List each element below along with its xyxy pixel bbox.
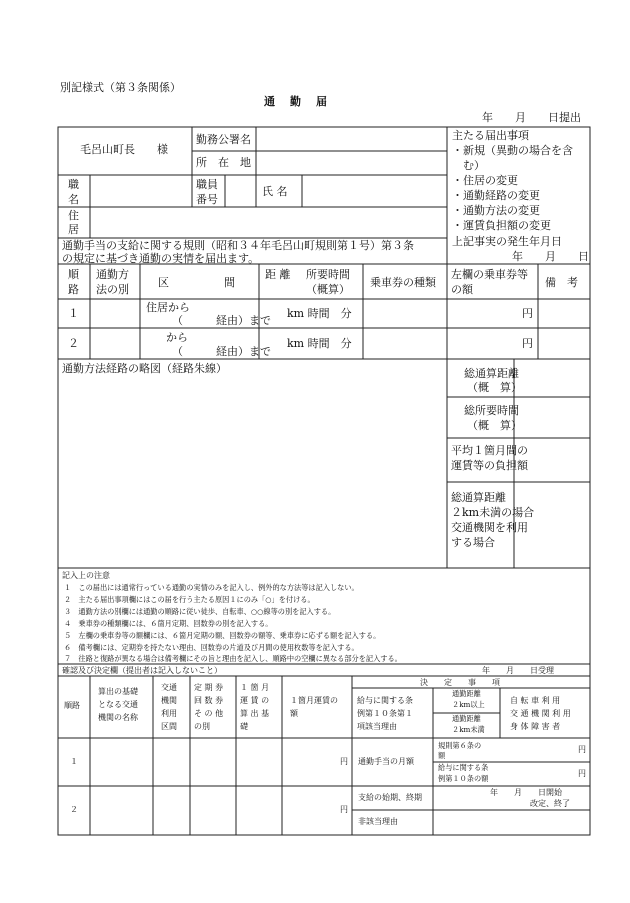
col-distance: 距 離: [265, 268, 291, 281]
reason-item[interactable]: ・新規（異動の場合を含: [452, 144, 573, 157]
start-end-label: 支給の始期、終期: [358, 793, 422, 802]
declaration-line-1: 通勤手当の支給に関する規則（昭和３４年毛呂山町規則第１号）第３条: [62, 239, 414, 252]
occurrence-date-label: 上記事実の発生年月日: [452, 235, 562, 248]
dec-col-salary: 例第１０条第１: [357, 709, 413, 718]
job-label-2: 名: [68, 193, 79, 206]
start-date[interactable]: 年 月 日開始: [490, 788, 562, 797]
salary10-label: 例第１０条の額: [438, 774, 489, 783]
col-no-1: 順: [68, 268, 79, 281]
reason-item: む）: [452, 159, 485, 172]
dec-col-ticket: 定 期 券: [194, 683, 224, 692]
row-distance-time[interactable]: km 時間 分: [287, 307, 352, 320]
dec-col-fare: １ 箇 月: [240, 683, 270, 692]
note-item: ６ 備考欄には、定期券を持たない理由、回数券の片道及び月間の使用枚数等を記入する。: [64, 643, 359, 652]
avg-fare-label-2: 運賃等の負担額: [451, 459, 528, 472]
dec-row-no: １: [70, 757, 78, 766]
job-label-1: 職: [68, 178, 79, 191]
note-item: ５ 左欄の乗車券等の額欄には、６箇月定期の額、回数券の額等、乗車券に応ずる額を記入する。: [64, 631, 381, 640]
over-2km-label: ２km以上: [452, 700, 485, 709]
monthly-allowance-label: 通勤手当の月額: [358, 757, 414, 766]
row-yen: 円: [522, 307, 533, 320]
reason-item[interactable]: ・通勤経路の変更: [452, 189, 540, 202]
dec-col-basis: 算出の基礎: [98, 687, 138, 696]
dec-row-yen: 円: [340, 757, 348, 766]
col-note: 備 考: [545, 276, 578, 289]
decision-heading: 確認及び決定欄（提出者は記入しないこと）: [62, 666, 222, 675]
notes-heading: 記入上の注意: [62, 571, 110, 580]
dec-row-no: ２: [70, 805, 78, 814]
salary10-label: 給与に関する条: [438, 763, 489, 772]
dec-col-no: 順路: [64, 701, 80, 710]
occurrence-date-value[interactable]: 年 月 日: [512, 250, 589, 263]
form-title: 通 勤 届: [264, 95, 329, 108]
map-label: 通勤方法経路の略図（経路朱線）: [62, 362, 227, 375]
disabled-label: 身 体 障 害 者: [510, 722, 561, 731]
over-2km-label: 通勤距離: [452, 689, 481, 698]
dec-col-salary: 項該当理由: [357, 722, 397, 731]
revised-ended: 改定、終了: [530, 799, 570, 808]
reason-item[interactable]: ・運賃負担額の変更: [452, 219, 551, 232]
disabled-label: 交 通 機 関 利 用: [510, 709, 571, 718]
salary10-yen: 円: [578, 769, 586, 778]
name-label: 氏 名: [262, 185, 288, 198]
row-no: １: [68, 307, 79, 320]
short-distance-label-3: 交通機関を利用: [451, 521, 528, 534]
home-label-2: 居: [68, 223, 79, 236]
col-ticket: 乗車券の種類: [370, 276, 436, 289]
note-item: ７ 往路と復路が異なる場合は備考欄にその旨と理由を記入し、順路中の空欄に異なる部分を記入する。: [64, 654, 402, 663]
not-applicable-field[interactable]: [435, 812, 588, 833]
dec-col-ticket: 回 数 券: [194, 696, 224, 705]
total-time-label-2: （概 算）: [467, 419, 522, 432]
addressee: 毛呂山町長 様: [80, 143, 168, 156]
dec-col-ticket: そ の 他: [194, 709, 224, 718]
dec-col-use: 区間: [161, 722, 177, 731]
dec-col-salary: 給与に関する条: [357, 696, 413, 705]
dec-col-ticket: の別: [194, 722, 210, 731]
row-yen: 円: [522, 337, 533, 350]
staffno-label-1: 職員: [196, 178, 218, 191]
total-time-label: 総所要時間: [464, 404, 519, 417]
dec-col-monthly: １箇月運賃の: [290, 696, 338, 705]
office-field[interactable]: [258, 129, 444, 149]
note-item: ３ 通勤方法の別欄には通勤の順路に従い徒歩、自転車、○○線等の別を記入する。: [64, 607, 336, 616]
not-applicable-label: 非該当理由: [358, 817, 398, 826]
reasons-heading: 主たる届出事項: [452, 129, 529, 142]
name-field[interactable]: [304, 177, 444, 205]
dec-col-basis: となる交通: [98, 700, 138, 709]
rule6-label: 規則第６条の: [438, 741, 482, 750]
col-method-1: 通勤方: [96, 268, 129, 281]
row-from: から: [166, 331, 188, 344]
row-via[interactable]: （ 経由）まで: [172, 345, 271, 358]
home-field[interactable]: [92, 209, 444, 236]
total-distance-label: 総通算距離: [464, 367, 519, 380]
staffno-field[interactable]: [227, 177, 254, 205]
row-from: 住居から: [146, 301, 190, 314]
under-2km-label: 通勤距離: [452, 714, 481, 723]
note-item: ４ 乗車券の種類欄には、６箇月定期、回数券の別を記入する。: [64, 619, 273, 628]
dec-col-use: 交通: [161, 683, 177, 692]
decided-items-heading: 決 定 事 項: [420, 678, 500, 687]
col-fare-1: 左欄の乗車券等: [451, 268, 528, 281]
staffno-label-2: 番号: [196, 193, 218, 206]
col-fare-2: の額: [451, 283, 473, 296]
received-date: 年 月 日受理: [482, 666, 554, 675]
address-field[interactable]: [258, 153, 444, 173]
disabled-label: 自 転 車 利 用: [510, 696, 561, 705]
reason-item[interactable]: ・通勤方法の変更: [452, 204, 540, 217]
note-item: １ この届出には通常行っている通勤の実情のみを記入し、例外的な方法等は記入しない。: [64, 583, 359, 592]
short-distance-label-4: する場合: [451, 536, 495, 549]
dec-col-use: 機関: [161, 696, 177, 705]
address-label: 所 在 地: [196, 156, 251, 169]
under-2km-label: ２km未満: [452, 725, 485, 734]
note-item: ２ 主たる届出事項欄にはこの届を行う主たる原因１にのみ「○」を付ける。: [64, 595, 315, 604]
form-reference: 別記様式（第３条関係）: [60, 81, 181, 94]
dec-col-basis: 機関の名称: [98, 713, 138, 722]
short-distance-label: 総通算距離: [451, 491, 506, 504]
col-section: 区 間: [158, 276, 235, 289]
dec-col-fare: 算 出 基: [240, 709, 270, 718]
dec-col-fare: 運 賃 の: [240, 696, 270, 705]
dec-col-fare: 礎: [240, 722, 248, 731]
row-no: ２: [68, 337, 79, 350]
col-time-2: （概算）: [306, 283, 350, 296]
rule6-yen: 円: [578, 745, 586, 754]
short-distance-label-2: ２km未満の場合: [451, 506, 535, 519]
home-label-1: 住: [68, 209, 79, 222]
rule6-label: 額: [438, 751, 446, 760]
job-field[interactable]: [92, 177, 190, 205]
declaration-line-2: の規定に基づき通勤の実情を届出ます。: [62, 252, 260, 265]
dec-col-use: 利用: [161, 709, 177, 718]
col-method-2: 法の別: [96, 283, 129, 296]
col-no-2: 路: [68, 283, 79, 296]
row-via[interactable]: （ 経由）まで: [172, 314, 271, 327]
col-time-1: 所要時間: [306, 268, 350, 281]
dec-row-yen: 円: [340, 805, 348, 814]
office-label: 勤務公署名: [196, 133, 251, 146]
total-distance-label-2: （概 算）: [467, 381, 522, 394]
dec-col-monthly: 額: [290, 709, 298, 718]
reason-item[interactable]: ・住居の変更: [452, 174, 518, 187]
submission-date: 年 月 日提出: [482, 111, 581, 124]
row-distance-time[interactable]: km 時間 分: [287, 337, 352, 350]
route-map-area[interactable]: [60, 378, 444, 566]
avg-fare-label: 平均１箇月間の: [451, 444, 528, 457]
